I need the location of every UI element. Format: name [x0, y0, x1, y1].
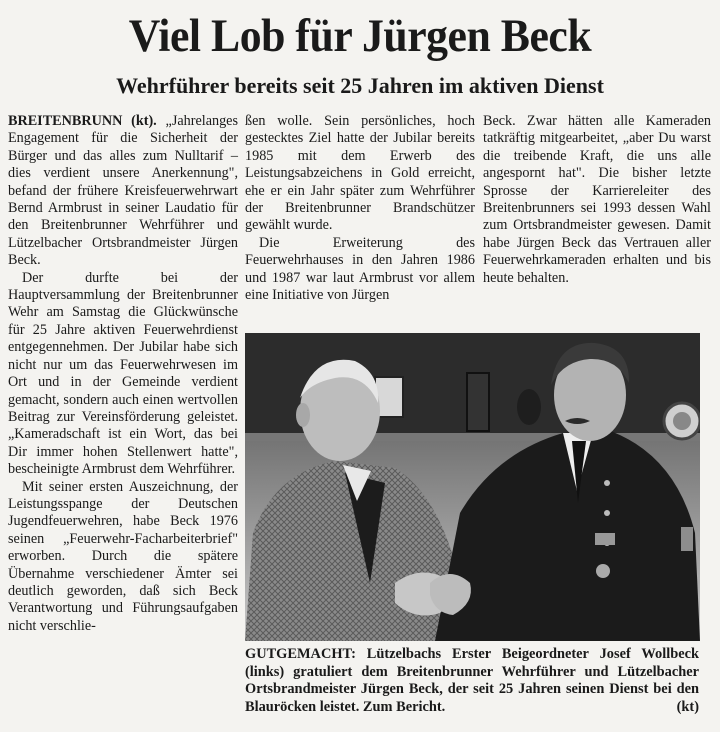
caption-text: GUTGEMACHT: Lützelbachs Erster Beigeordneter Josef Wollbeck (links) gratuliert dem Breitenbrunner Wehrführer und Lützelbacher Ortsbrandmeister Jürgen Beck, der seit 25 Jahren seinen Dienst bei den Blauröcken leistet. Zum Bericht. — [245, 646, 699, 715]
news-photo — [245, 333, 700, 641]
author-tag: (kt) — [676, 698, 699, 715]
article-paragraph: Mit seiner ersten Auszeichnung, der Leistungsspange der Deutschen Jugendfeuerwehren, habe Beck 1976 seinen „Feuerwehr-Facharbeiterbrief" erworben. Durch die spätere Übernahme verschiedener Ämter sei deutlich geworden, daß sich Beck Verantwortung und Führungsaufgaben nicht verschlie- — [8, 478, 238, 634]
article-column-1 — [8, 113, 238, 635]
subheadline: Wehrführer bereits seit 25 Jahren im aktiven Dienst — [116, 73, 604, 98]
photo-caption — [245, 646, 699, 716]
article-column-3 — [483, 113, 711, 287]
article-paragraph: Beck. Zwar hätten alle Kameraden tatkräftig mitgearbeitet, „aber Du warst die treibende Kraft, die uns alle angespornt hat". Die bisher letzte Sprosse der Karriereleiter des Breitenbrunners sei 1993 dessen Wahl zum Ortsbrandmeister gewesen. Damit habe Jürgen Beck das Vertrauen aller Feuerwehrkameraden erhalten und bis heute behalten. — [483, 113, 711, 286]
article-paragraph: Der durfte bei der Hauptversammlung der Breitenbrunner Wehr am Samstag die Glückwünsche für 25 Jahre aktiven Feuerwehrdienst entgegennehmen. Der Jubilar habe sich nicht nur um das Feuerwehrwesen im Ort und in der Gemeinde verdient gemacht, sondern auch einen wertvollen Beitrag zur Vereinsförderung geleistet. „Kameradschaft ist ein Wort, das bei Dir immer hohen Stellenwert hatte", bescheinigte Armbrust dem Wehrführer. — [8, 269, 238, 478]
headline: Viel Lob für Jürgen Beck — [128, 10, 592, 62]
paragraph-text: „Jahrelanges Engagement für die Sicherheit der Bürger und das alles zum Nulltarif – dies verdient unsere Anerkennung", befand der frühere Kreisfeuerwehrwart Bernd Armbrust in seiner Laudatio für den Breitenbrunner Wehrführer und Lützelbacher Ortsbrandmeister Jürgen Beck. — [8, 113, 238, 269]
article-paragraph: ßen wolle. Sein persönliches, hoch gestecktes Ziel hatte der Jubilar bereits 1985 mit dem Erwerb des Leistungsabzeichens in Gold erreicht, ehe er ein Jahr später zum Wehrführer der Breitenbrunner Brandschützer gewählt wurde. — [245, 113, 475, 234]
article-column-2 — [245, 113, 475, 304]
article-paragraph: Die Erweiterung des Feuerwehrhauses in den Jahren 1986 und 1987 war laut Armbrust vor allem eine Initiative von Jürgen — [245, 234, 475, 304]
handshake-photo-illustration — [245, 333, 700, 641]
dateline: BREITENBRUNN (kt). — [8, 113, 157, 129]
article-paragraph — [8, 113, 238, 270]
